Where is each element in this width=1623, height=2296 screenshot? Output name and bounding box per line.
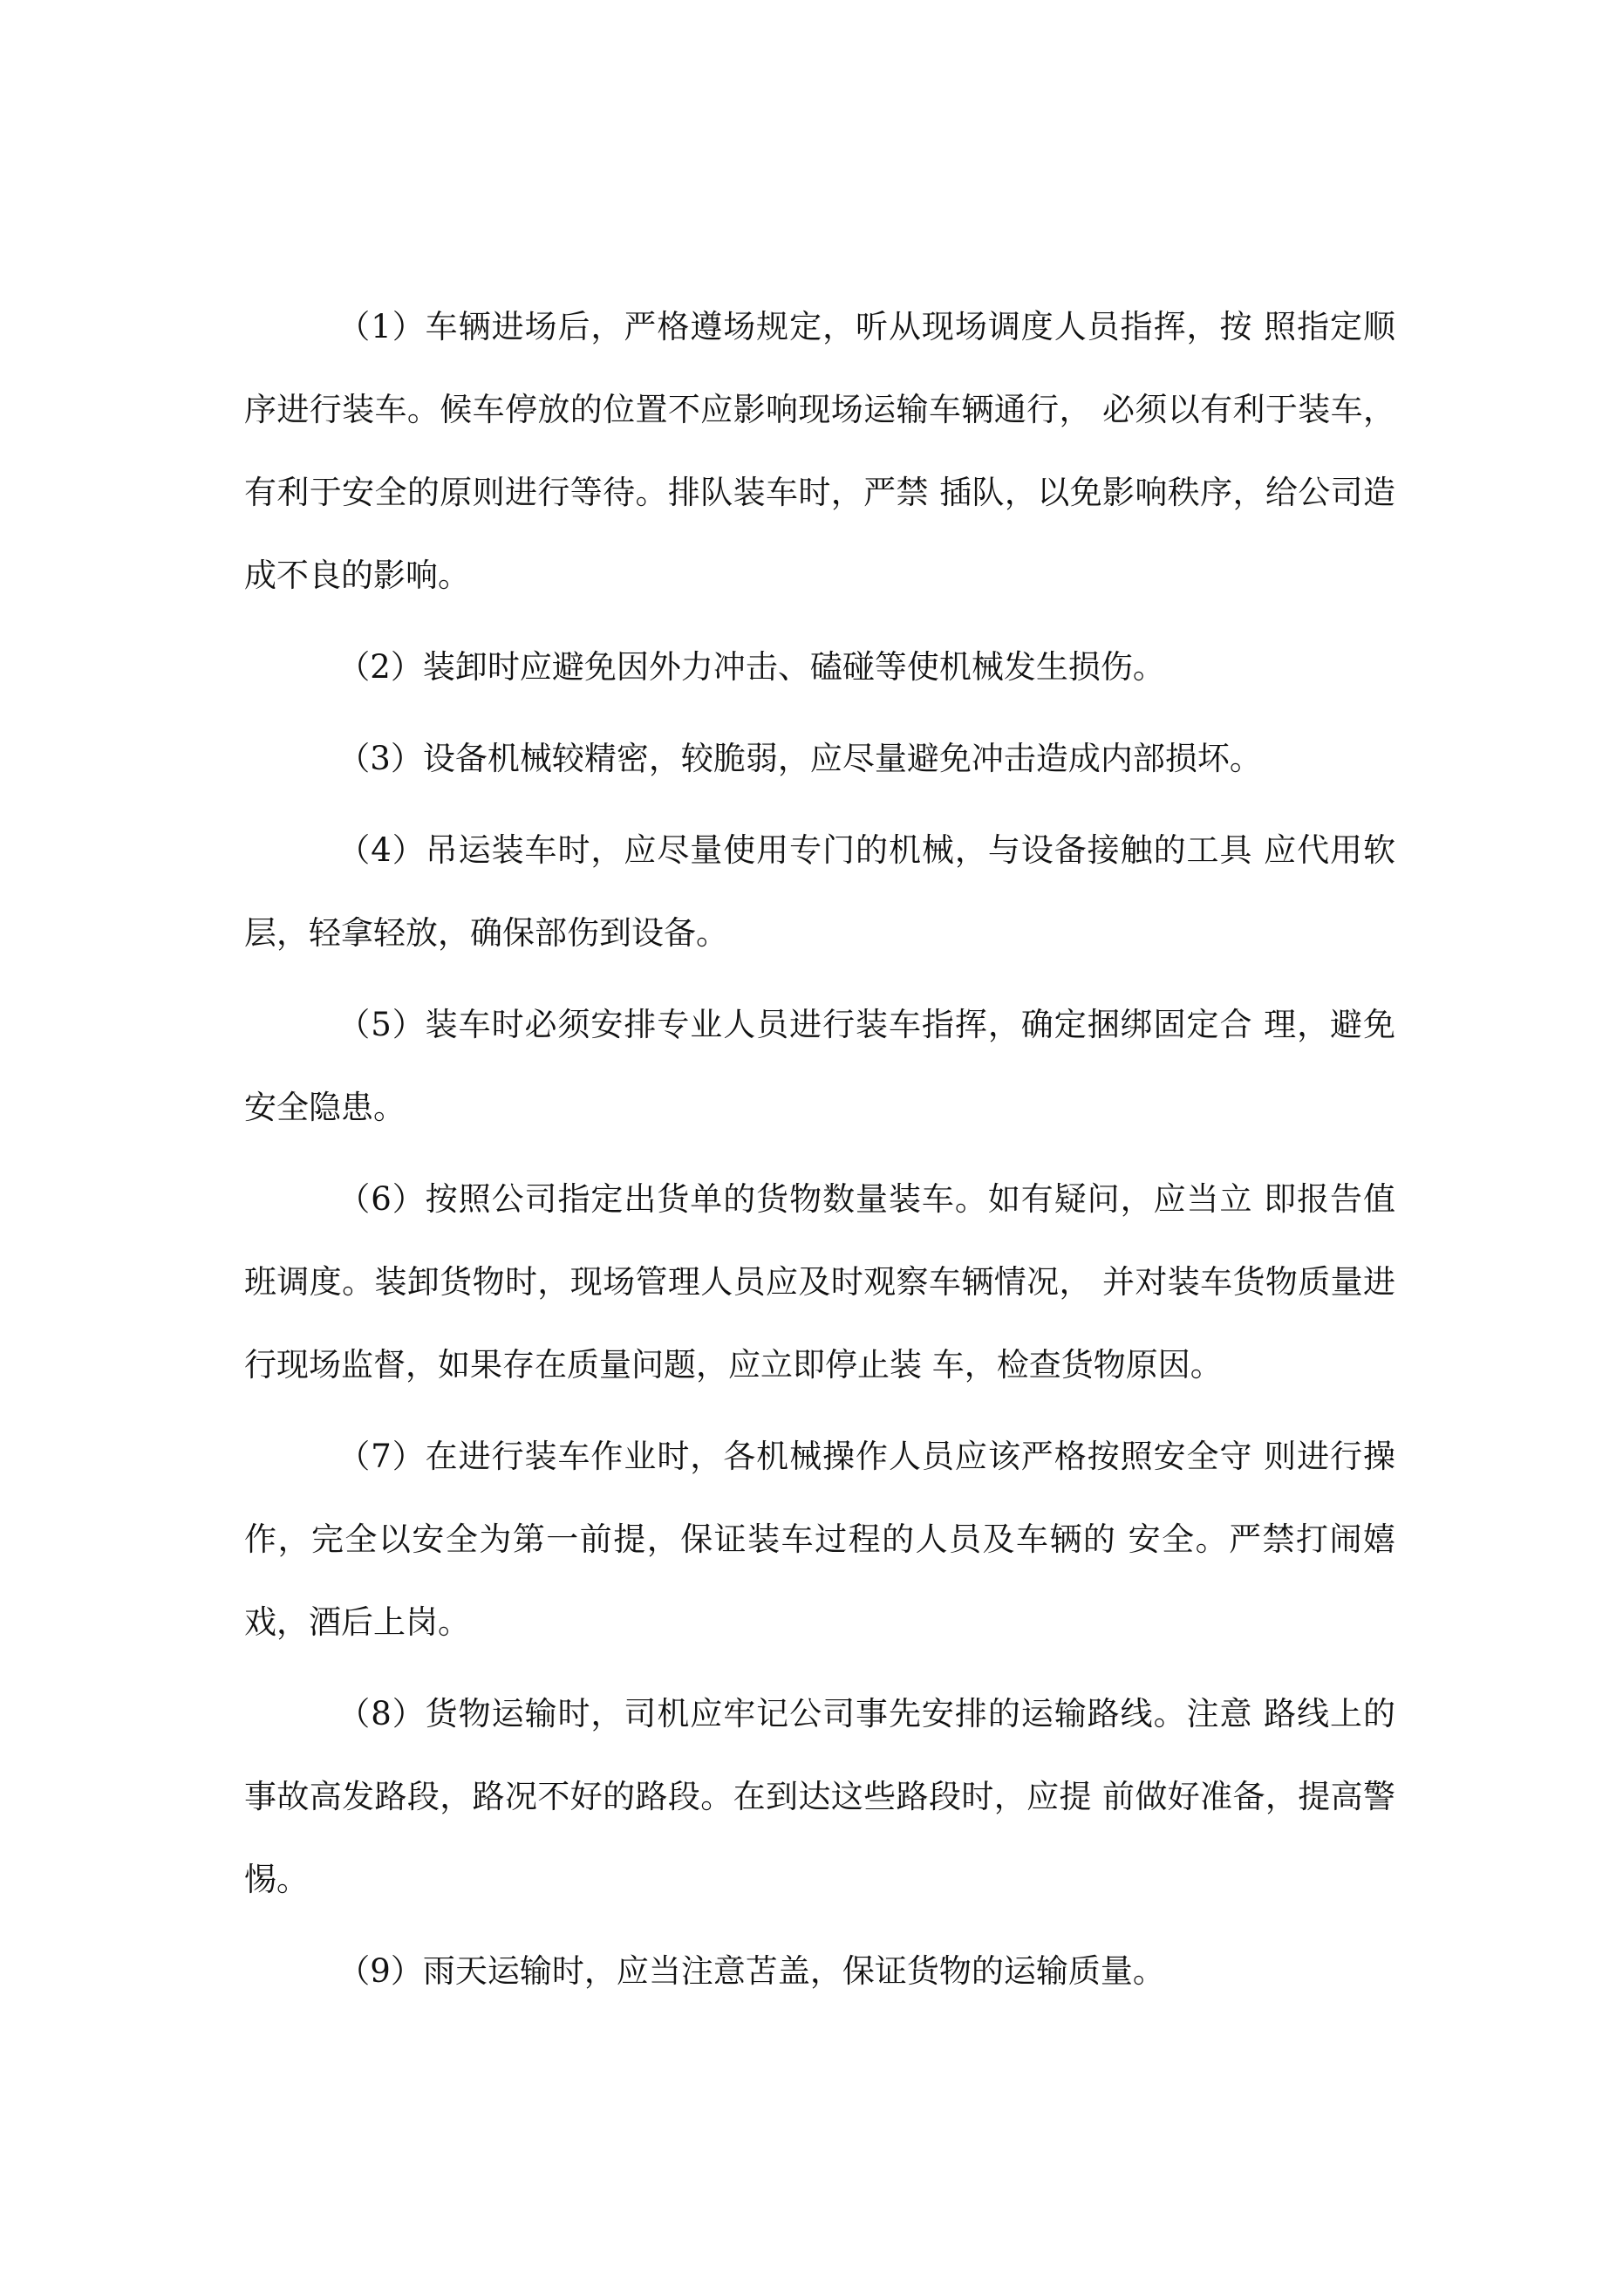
paragraph-9: （9）雨天运输时，应当注意苫盖，保证货物的运输质量。 <box>338 1952 1165 1990</box>
paragraph-2: （2）装卸时应避免因外力冲击、磕碰等使机械发生损伤。 <box>338 648 1165 686</box>
paragraph-6: （6）按照公司指定出货单的货物数量装车。如有疑问，应当立 即报告值班调度。装卸货物时，现场管理人员应及时观察车辆情况， 并对装车货物质量进行现场监督，如果存在质量问题，应立即停止装 车，检查货物原因。 <box>244 1180 1395 1384</box>
paragraph-3: （3）设备机械较精密，较脆弱，应尽量避免冲击造成内部损坏。 <box>338 740 1262 777</box>
document-body <box>244 285 1395 2021</box>
paragraph-8: （8）货物运输时，司机应牢记公司事先安排的运输路线。注意 路线上的事故高发路段，路况不好的路段。在到达这些路段时，应提 前做好准备，提高警惕。 <box>244 1695 1395 1898</box>
paragraph-5: （5）装车时必须安排专业人员进行装车指挥，确定捆绑固定合 理，避免安全隐患。 <box>244 1006 1395 1126</box>
paragraph-7: （7）在进行装车作业时，各机械操作人员应该严格按照安全守 则进行操作，完全以安全为第一前提，保证装车过程的人员及车辆的 安全。严禁打闹嬉戏，酒后上岗。 <box>244 1438 1395 1641</box>
paragraph-4: （4）吊运装车时，应尽量使用专门的机械，与设备接触的工具 应代用软层，轻拿轻放，确保部伤到设备。 <box>244 831 1395 952</box>
paragraph-1: （1）车辆进场后，严格遵场规定，听从现场调度人员指挥，按 照指定顺序进行装车。候车停放的位置不应影响现场运输车辆通行， 必须以有利于装车，有利于安全的原则进行等待。排队装车时，严禁 插队，以免影响秩序，给公司造成不良的影响。 <box>244 308 1395 594</box>
